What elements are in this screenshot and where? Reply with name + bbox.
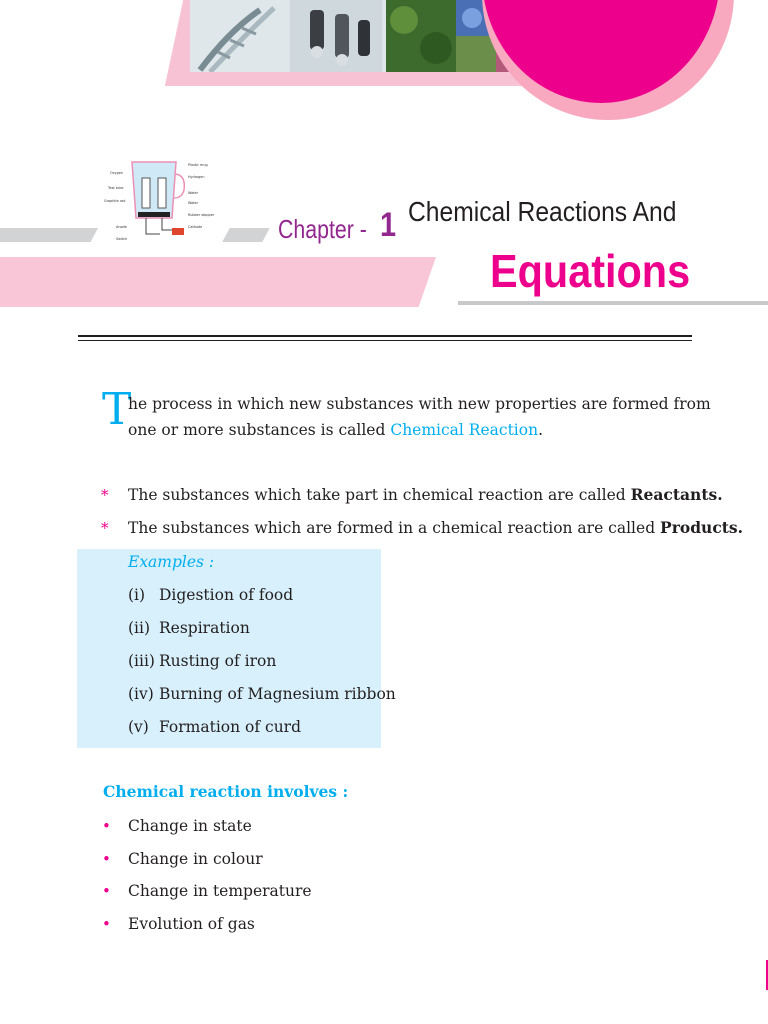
section-divider	[78, 340, 692, 341]
diagram-label: Cathode	[188, 225, 203, 229]
diagram-label: Plastic mug	[188, 163, 208, 167]
involves-heading: Chemical reaction involves :	[103, 782, 349, 801]
example-text: Burning of Magnesium ribbon	[159, 685, 396, 703]
term-chemical-reaction: Chemical Reaction	[390, 421, 539, 439]
involves-item: Evolution of gas	[128, 915, 255, 933]
chapter-number: 1	[380, 206, 397, 244]
diagram-label: Water	[188, 191, 199, 195]
diagram-label: Water	[188, 201, 199, 205]
chapter-label: Chapter -	[278, 214, 367, 244]
example-number: (v)	[128, 718, 149, 736]
intro-punct: .	[538, 421, 544, 439]
example-text: Respiration	[159, 619, 250, 637]
diagram-label: Anode	[116, 225, 127, 229]
chapter-title-line1: Chemical Reactions And	[408, 196, 677, 227]
example-item	[128, 582, 293, 608]
drop-cap: T	[102, 384, 132, 435]
decorative-gray-bar	[0, 228, 98, 242]
banner-photo-collage	[190, 0, 522, 72]
bullet-dot: •	[102, 850, 111, 868]
involves-item: Change in state	[128, 817, 252, 835]
bullet-text: The substances which are formed in a chemical reaction are called	[128, 519, 661, 537]
electrolysis-apparatus-diagram	[104, 156, 216, 248]
intro-line: he process in which new substances with new properties are formed from	[128, 395, 711, 413]
bullet-products	[128, 515, 743, 541]
diagram-label: Switch	[116, 237, 128, 241]
example-number: (iv)	[128, 685, 154, 703]
bullet-text: The substances which take part in chemical reaction are called	[128, 486, 631, 504]
example-number: (iii)	[128, 652, 155, 670]
diagram-label: Test tube	[108, 186, 124, 190]
bullet-dot: •	[102, 882, 111, 900]
decorative-gray-line	[458, 301, 768, 305]
diagram-label: Hydrogen	[188, 175, 205, 179]
example-text: Digestion of food	[159, 586, 294, 604]
bullet-dot: •	[102, 915, 111, 933]
diagram-label: Rubber stopper	[188, 213, 215, 217]
decorative-pink-band	[0, 257, 436, 307]
term-products: Products.	[660, 518, 744, 537]
decorative-gray-bar	[222, 228, 269, 242]
microscope-image	[290, 0, 382, 72]
example-item	[128, 681, 396, 707]
diagram-label: Graphite rod	[104, 199, 126, 203]
example-text: Formation of curd	[159, 718, 302, 736]
bullet-dot: •	[102, 817, 111, 835]
examples-title: Examples :	[128, 553, 215, 571]
bullet-reactants	[128, 482, 723, 508]
example-item	[128, 615, 250, 641]
example-text: Rusting of iron	[159, 652, 277, 670]
involves-item: Change in temperature	[128, 882, 312, 900]
intro-text: one or more substances is called	[128, 421, 391, 439]
example-number: (i)	[128, 586, 146, 604]
diagram-label: Oxygen	[110, 171, 124, 175]
bullet-marker: *	[101, 519, 109, 537]
bullet-marker: *	[101, 486, 109, 504]
example-item	[128, 648, 276, 674]
intro-line	[128, 417, 543, 443]
example-item	[128, 714, 301, 740]
involves-item: Change in colour	[128, 850, 263, 868]
chapter-title-line2: Equations	[490, 245, 691, 297]
section-divider	[78, 335, 692, 337]
term-reactants: Reactants.	[630, 485, 723, 504]
example-number: (ii)	[128, 619, 151, 637]
